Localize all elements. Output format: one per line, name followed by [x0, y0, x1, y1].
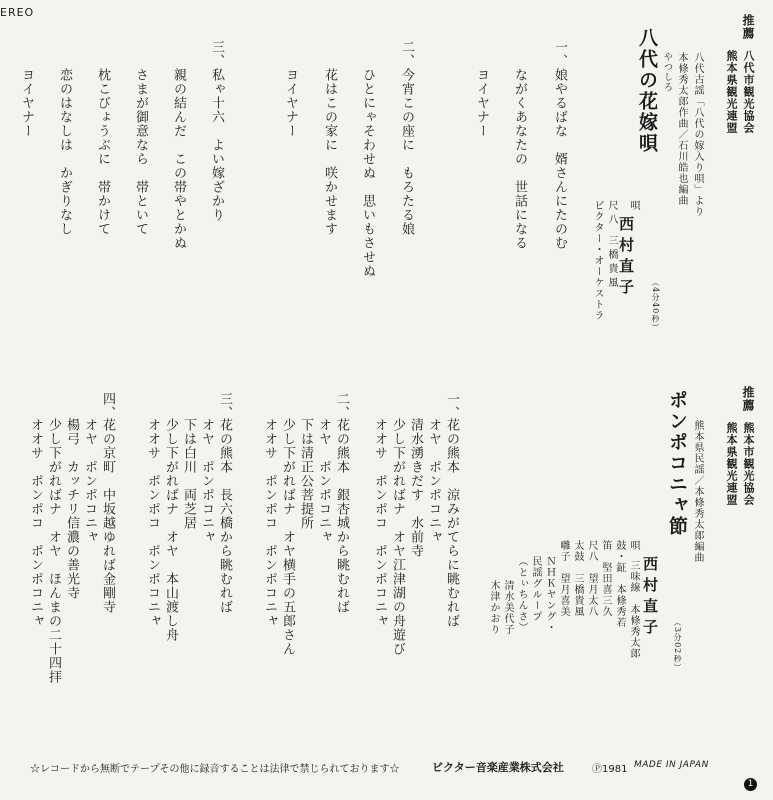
song2-singer: 西村直子	[641, 556, 659, 640]
song2-verse3-line: オオサ ポンポコ ポンポコニャ	[145, 418, 160, 628]
song2-verse2-line: 少し下がればナ オヤ横手の五郎さん	[280, 418, 295, 656]
song2-verse3-line: 少し下がればナ オヤ 本山渡し舟	[163, 418, 178, 642]
song2-credit: 鼓・鉦 本條秀若	[614, 540, 625, 628]
song1-singer-label: 唄	[628, 200, 639, 211]
song2-recommender-2: 熊本県観光連盟	[725, 422, 738, 506]
song2-verse3-line: 下は白川 両芝居	[181, 418, 196, 530]
song1-verse3-number: 三、	[209, 40, 224, 68]
song1-verse2-line: 花はこの家に 咲かせます	[322, 68, 337, 236]
song1-shakuhachi: 尺八 三橋貴風	[606, 200, 617, 292]
song2-verse4-line: 花の京町 中坂越ゆれば金剛寺	[100, 418, 115, 614]
song1-title-ruby: やつしろ	[662, 52, 672, 92]
song1-recommender-2: 熊本県観光連盟	[725, 50, 738, 134]
song2-credit: 太鼓 三橋貴風	[572, 540, 583, 617]
song2-verse2-line: オヤ ポンポコニャ	[316, 418, 331, 544]
song2-verse2-line: 下は清正公菩提所	[298, 418, 313, 530]
song2-verse2-number: 二、	[334, 392, 349, 420]
song1-recommend-label: 推薦	[741, 14, 755, 40]
song2-verse1-number: 一、	[444, 392, 459, 420]
record-company: ビクター音楽産業株式会社	[432, 761, 564, 774]
song2-recommend-label: 推薦	[741, 386, 755, 412]
song2-credit: 尺八 望月太八	[586, 540, 597, 617]
song1-verse3-line: 親の結んだ この帯やとかぬ	[171, 68, 186, 250]
song2-verse3-line: オヤ ポンポコニャ	[199, 418, 214, 544]
song2-verse1-line: 清水湧きだす 水前寺	[408, 418, 423, 558]
song2-credit: 笛 堅田喜三久	[600, 540, 611, 617]
song1-verse1-line: ヨイヤナー	[474, 68, 489, 138]
song2-verse3-number: 三、	[217, 392, 232, 420]
song1-verse2-number: 二、	[399, 40, 414, 68]
song2-verse4-line: オオサ ポンポコ ポンポコニャ	[28, 418, 43, 628]
song1-arranger: 本條秀太郎作曲／石川皓也編曲	[676, 52, 687, 206]
song2-credit: 木津かおり	[488, 580, 499, 635]
song1-duration: （4分40秒）	[651, 278, 660, 333]
song2-verse1-line: オヤ ポンポコニャ	[426, 418, 441, 544]
corner-label: EREO	[0, 6, 35, 19]
song1-verse3-line: 枕こびょうぶに 帯かけて	[95, 68, 110, 236]
song2-verse1-line: オオサ ポンポコ ポンポコニャ	[372, 418, 387, 628]
song1-singer: 西村直子	[617, 216, 635, 300]
song2-verse2-line: 花の熊本 銀杏城から眺むれば	[334, 418, 349, 614]
song2-verse1-line: 少し下がればナ オヤ江津湖の舟遊び	[390, 418, 405, 656]
song2-credit: 清水美代子	[502, 580, 513, 635]
song2-title: ポンポコニャ節	[666, 390, 688, 537]
copyright-year: Ⓟ1981	[592, 764, 628, 775]
song1-verse3-line: 私ゃ十六 よい嫁ざかり	[209, 68, 224, 222]
song1-verse2-line: ひとにゃそわせぬ 思いもさせぬ	[360, 68, 375, 278]
song1-origin: 八代古謡「八代の嫁入り唄」より	[692, 52, 703, 217]
song1-verse1-line: 娘やるばな 婿さんにたのむ	[552, 68, 567, 250]
song2-credit: 三味線 本條秀太郎	[628, 560, 639, 659]
song1-verse3-line: 恋のはなしは かぎりなし	[57, 68, 72, 236]
song2-verse4-number: 四、	[100, 392, 115, 420]
page-number: 1	[744, 778, 757, 791]
song2-origin: 熊本県民謡／本條秀太郎編曲	[692, 420, 703, 563]
song2-verse3-line: 花の熊本 長六橋から眺むれば	[217, 418, 232, 614]
song2-verse2-line: オオサ ポンポコ ポンポコニャ	[262, 418, 277, 628]
song1-orchestra: ビクター・オーケストラ	[592, 200, 603, 321]
song2-credit: （とぃちんさ）	[516, 556, 527, 633]
song2-credit: ＮＨＫヤング・	[544, 556, 555, 633]
made-in-label: MADE IN JAPAN	[634, 760, 709, 770]
song1-verse1-number: 一、	[552, 40, 567, 68]
song2-verse1-line: 花の熊本 涼みがてらに眺むれば	[444, 418, 459, 628]
song1-verse2-line: ヨイヤナー	[283, 68, 298, 138]
song2-verse4-line: 楊弓 カッチリ信濃の善光寺	[64, 418, 79, 600]
song2-credit: 民謡グループ	[530, 556, 541, 622]
song1-verse2-line: 今宵この座に もろたる娘	[399, 68, 414, 236]
song1-recommender-1: 八代市観光協会	[742, 50, 755, 134]
song2-recommender-1: 熊本市観光協会	[742, 422, 755, 506]
song2-credit: 囃子 望月喜美	[558, 540, 569, 617]
song1-verse1-line: ながくあなたの 世話になる	[512, 68, 527, 250]
song2-singer-label: 唄	[628, 540, 639, 551]
copyright-notice: ☆レコードから無断でテープその他に録音することは法律で禁じられております☆	[30, 764, 400, 775]
song1-verse3-line: さまが御意なら 帯といて	[133, 68, 148, 236]
song1-verse3-line: ヨイヤナー	[19, 68, 34, 138]
song2-verse4-line: 少し下がればナ オヤ ほんまの二十四拝	[46, 418, 61, 684]
song2-verse4-line: オヤ ポンポコニャ	[82, 418, 97, 544]
song2-duration: （3分02秒）	[673, 618, 682, 673]
song1-title: 八代の花嫁唄	[636, 28, 658, 154]
